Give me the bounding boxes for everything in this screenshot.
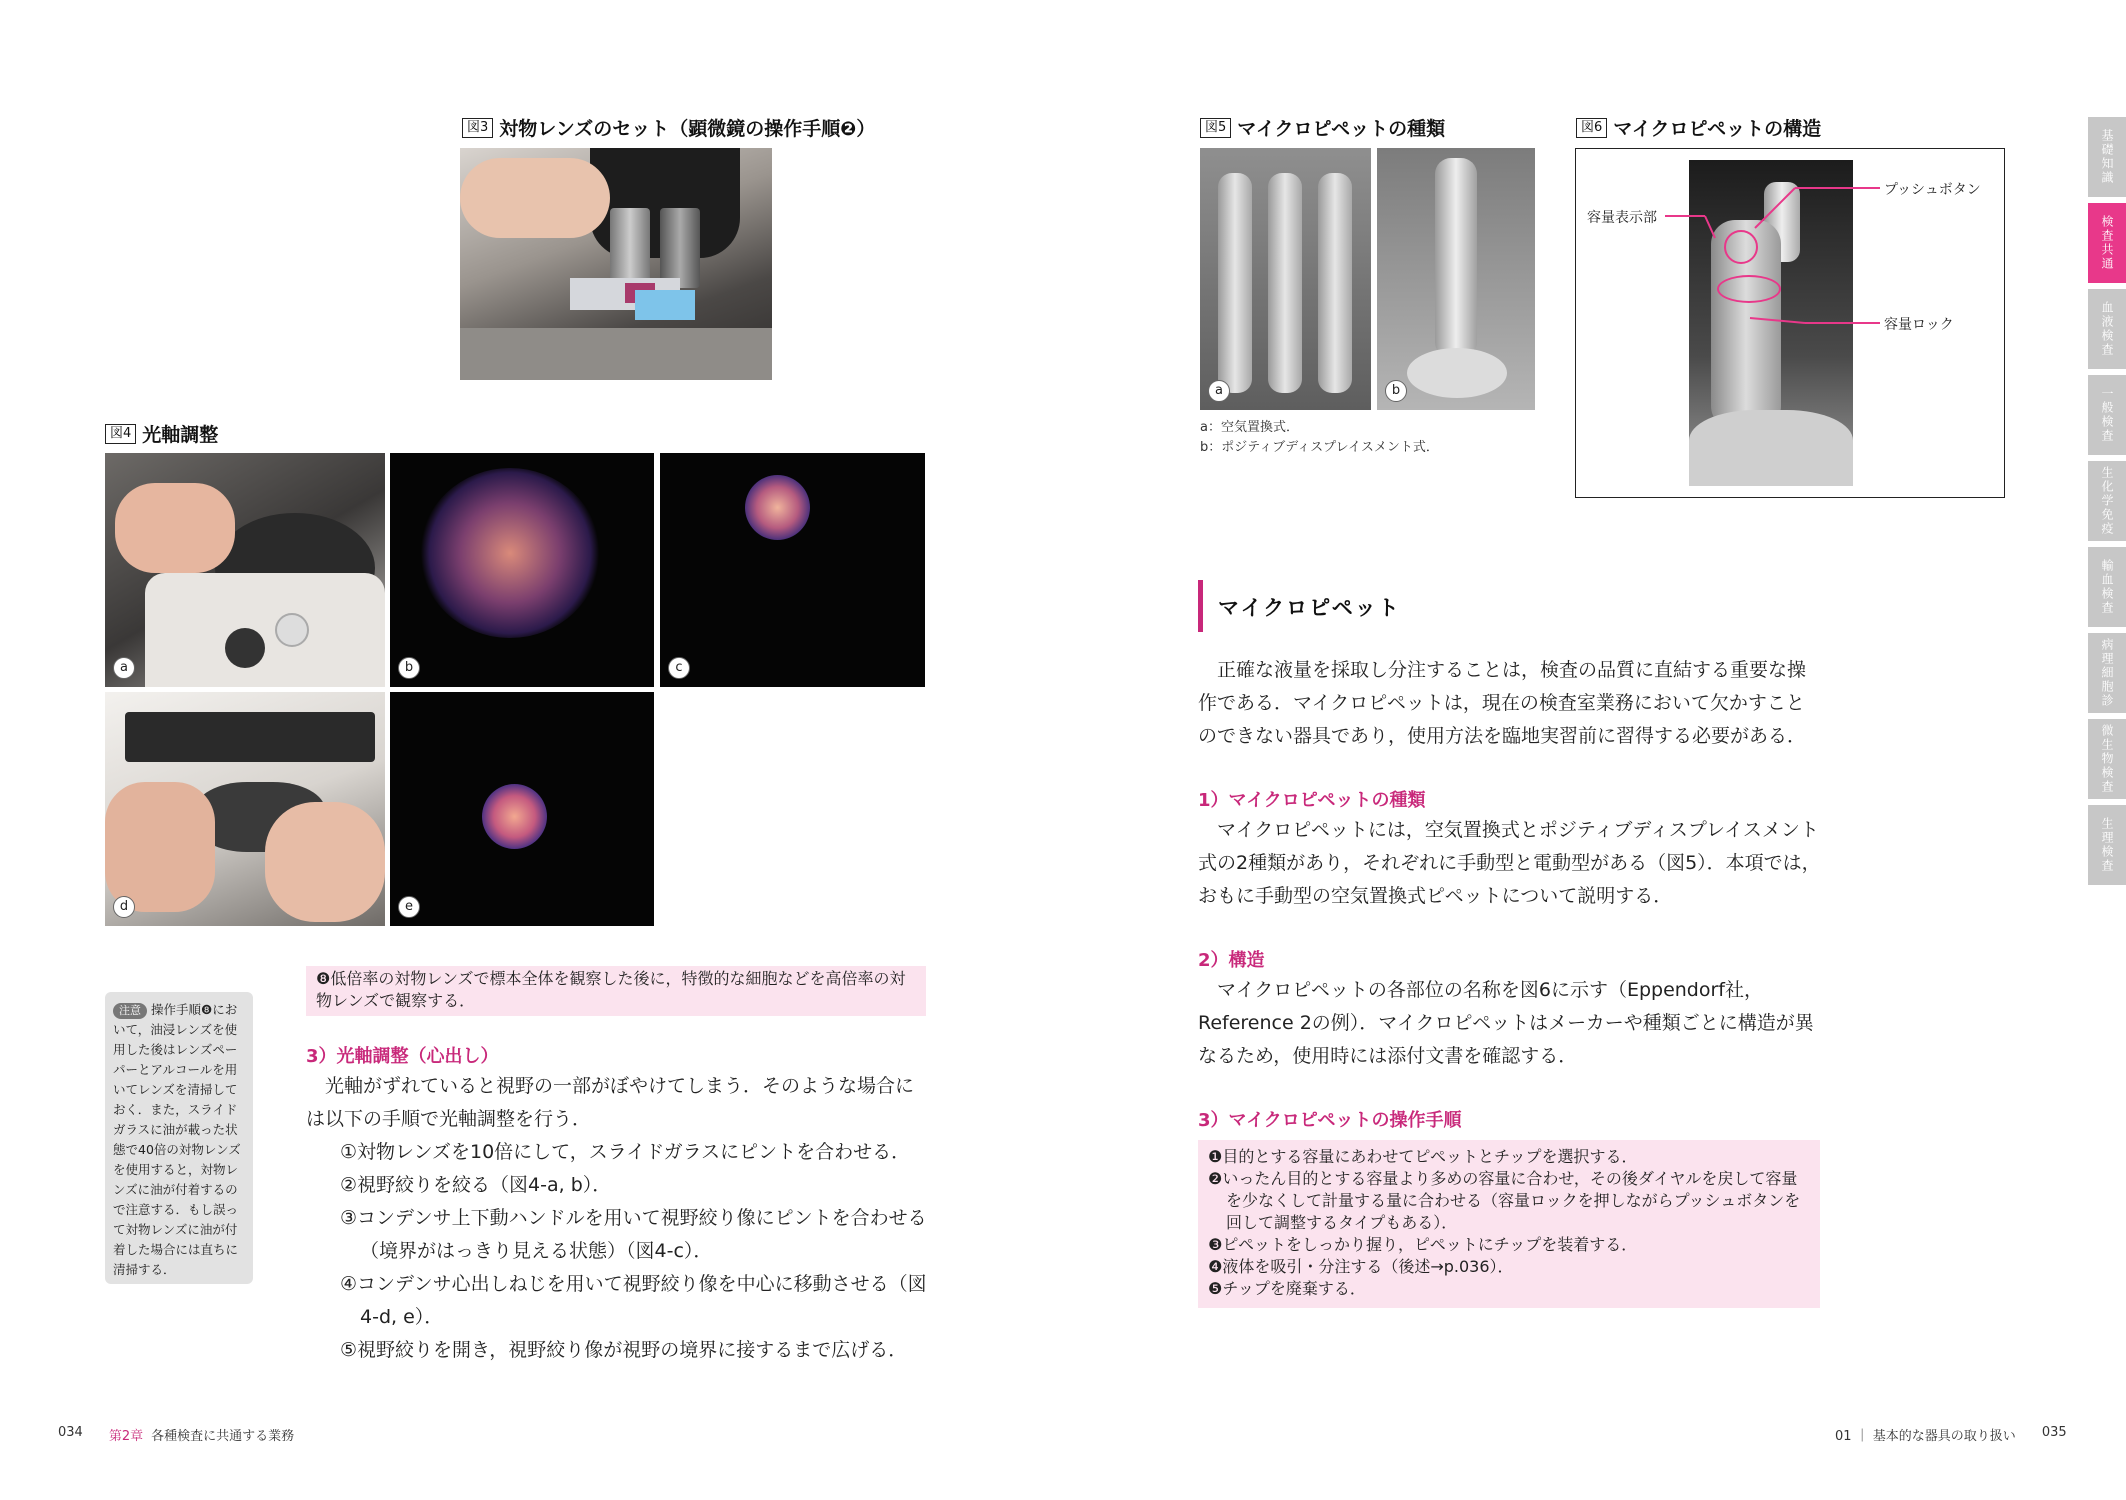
fig5-title — [1200, 114, 1445, 141]
fig5b-label: b — [1385, 380, 1407, 402]
tab-pathology-cytology[interactable]: 病理細胞診 — [2088, 633, 2126, 713]
fig4b-photo — [390, 453, 654, 687]
s3-step-4: ❹液体を吸引・分注する（後述→p.036）． — [1208, 1257, 1514, 1276]
fig5-note-a: a：空気置換式． — [1200, 420, 1299, 435]
callout-volume-lock: 容量ロック — [1884, 317, 1954, 333]
tab-general-tests[interactable]: 一般検査 — [2088, 375, 2126, 455]
s2-heading: 2）構造 — [1198, 950, 1265, 971]
left-page-number: 034 — [58, 1425, 83, 1440]
fig4b-label: b — [398, 657, 420, 679]
s3-step-5: ❺チップを廃棄する． — [1208, 1279, 1366, 1298]
right-page-number: 035 — [2041, 1425, 2067, 1440]
fig4c-photo — [660, 453, 925, 687]
section-footer-title: 01 ｜ 基本的な器具の取り扱い — [1835, 1429, 2016, 1444]
left-footer — [58, 1425, 294, 1444]
fig4a-label: a — [113, 657, 135, 679]
s3-heading: 3）マイクロピペットの操作手順 — [1198, 1110, 1462, 1131]
section3-step-2: ②視野絞りを絞る（図4-a, b）． — [340, 1174, 612, 1196]
fig5-notes — [1200, 418, 1439, 458]
fig4d-photo — [105, 692, 385, 926]
section3-step-3: ③コンデンサ上下動ハンドルを用いて視野絞り像にピントを合わせる（境界がはっきり見える状態）（図4-c）． — [340, 1207, 927, 1262]
fig3-microscope-photo — [460, 148, 772, 380]
right-intro: 正確な液量を採取し分注することは，検査の品質に直結する重要な操作である．マイクロピペットは，現在の検査室業務において欠かすことのできない器具であり，使用方法を臨地実習前に習得する必要がある． — [1198, 659, 1807, 747]
tab-hematology[interactable]: 血液検査 — [2088, 289, 2126, 369]
fig4-number: 図4 — [105, 424, 136, 444]
section3-intro: 光軸がずれていると視野の一部がぼやけてしまう．そのような場合には以下の手順で光軸調整を行う． — [306, 1075, 915, 1130]
s3-step-1: ❶目的とする容量にあわせてピペットとチップを選択する． — [1208, 1147, 1638, 1166]
fig5-number: 図5 — [1200, 118, 1231, 138]
note-badge: 注意 — [113, 1003, 147, 1019]
tab-physiology[interactable]: 生理検査 — [2088, 805, 2126, 885]
fig5-note-b: b：ポジティブディスプレイスメント式． — [1200, 440, 1439, 455]
chapter-title: 各種検査に共通する業務 — [151, 1429, 295, 1444]
section-title-bar — [1198, 580, 1203, 632]
section3-step-5: ⑤視野絞りを開き，視野絞り像が視野の境界に接するまで広げる． — [340, 1339, 908, 1361]
tab-transfusion[interactable]: 輸血検査 — [2088, 547, 2126, 627]
section3-step-4: ④コンデンサ心出しねじを用いて視野絞り像を中心に移動させる（図4-d, e）． — [340, 1273, 927, 1328]
callout-push-button: プッシュボタン — [1884, 182, 1981, 198]
fig4e-photo — [390, 692, 654, 926]
fig5b-photo — [1377, 148, 1535, 410]
right-footer — [1835, 1425, 2067, 1444]
section3-steps — [340, 1136, 930, 1367]
s3-step-2: ❷いったん目的とする容量より多めの容量に合わせ，その後ダイヤルを戻して容量を少なくして計量する量に合わせる（容量ロックを押しながらプッシュボタンを回して調整するタイプもある）． — [1208, 1169, 1801, 1232]
fig5a-label: a — [1208, 380, 1230, 402]
note-text: 操作手順❽において，油浸レンズを使用した後はレンズペーパーとアルコールを用いてレンズを清掃しておく．また，スライドガラスに油が載った状態で40倍の対物レンズを使用すると，対物レンズに油が付着するので注意する．もし誤って対物レンズに油が付着した場合には直ちに清掃する． — [113, 1002, 241, 1277]
tab-common-tests[interactable]: 検査共通 — [2088, 203, 2126, 283]
fig4-title — [105, 420, 218, 447]
callout-display: 容量表示部 — [1587, 210, 1657, 226]
tab-biochemistry-immunology[interactable]: 生化学免疫 — [2088, 461, 2126, 541]
tab-microbiology[interactable]: 微生物検査 — [2088, 719, 2126, 799]
fig4e-label: e — [398, 896, 420, 918]
s3-step-3: ❸ピペットをしっかり握り，ピペットにチップを装着する． — [1208, 1235, 1638, 1254]
note-box — [105, 992, 253, 1284]
fig4-caption: 光軸調整 — [142, 424, 219, 446]
s3-steps-box — [1198, 1140, 1820, 1308]
fig5-caption: マイクロピペットの種類 — [1237, 118, 1446, 140]
s2-text: マイクロピペットの各部位の名称を図6に示す（Eppendorf社，Reference 2の例）．マイクロピペットはメーカーや種類ごとに構造が異なるため，使用時には添付文書を確認する． — [1198, 979, 1814, 1067]
fig6-caption: マイクロピペットの構造 — [1613, 118, 1822, 140]
fig4a-photo — [105, 453, 385, 687]
fig3-title — [462, 114, 875, 141]
fig5a-photo — [1200, 148, 1371, 410]
s1-text: マイクロピペットには，空気置換式とポジティブディスプレイスメント式の2種類があり，それぞれに手動型と電動型がある（図5）．本項では，おもに手動型の空気置換式ピペットについて説明する． — [1198, 819, 1821, 907]
fig3-number: 図3 — [462, 118, 493, 138]
tab-basic-knowledge[interactable]: 基礎知識 — [2088, 117, 2126, 197]
fig6-title — [1576, 114, 1821, 141]
section-title: マイクロピペット — [1218, 596, 1401, 620]
section3-heading: 3）光軸調整（心出し） — [306, 1046, 499, 1067]
fig4c-label: c — [668, 657, 690, 679]
chapter-label: 第2章 — [108, 1429, 144, 1444]
section3-step-1: ①対物レンズを10倍にして，スライドガラスにピントを合わせる． — [340, 1141, 911, 1163]
s1-heading: 1）マイクロピペットの種類 — [1198, 790, 1426, 811]
fig4d-label: d — [113, 896, 135, 918]
fig3-caption: 対物レンズのセット（顕微鏡の操作手順❷） — [499, 118, 876, 140]
step8-highlight: ❽低倍率の対物レンズで標本全体を観察した後に，特徴的な細胞などを高倍率の対物レンズで観察する． — [306, 966, 926, 1016]
fig6-number: 図6 — [1576, 118, 1607, 138]
